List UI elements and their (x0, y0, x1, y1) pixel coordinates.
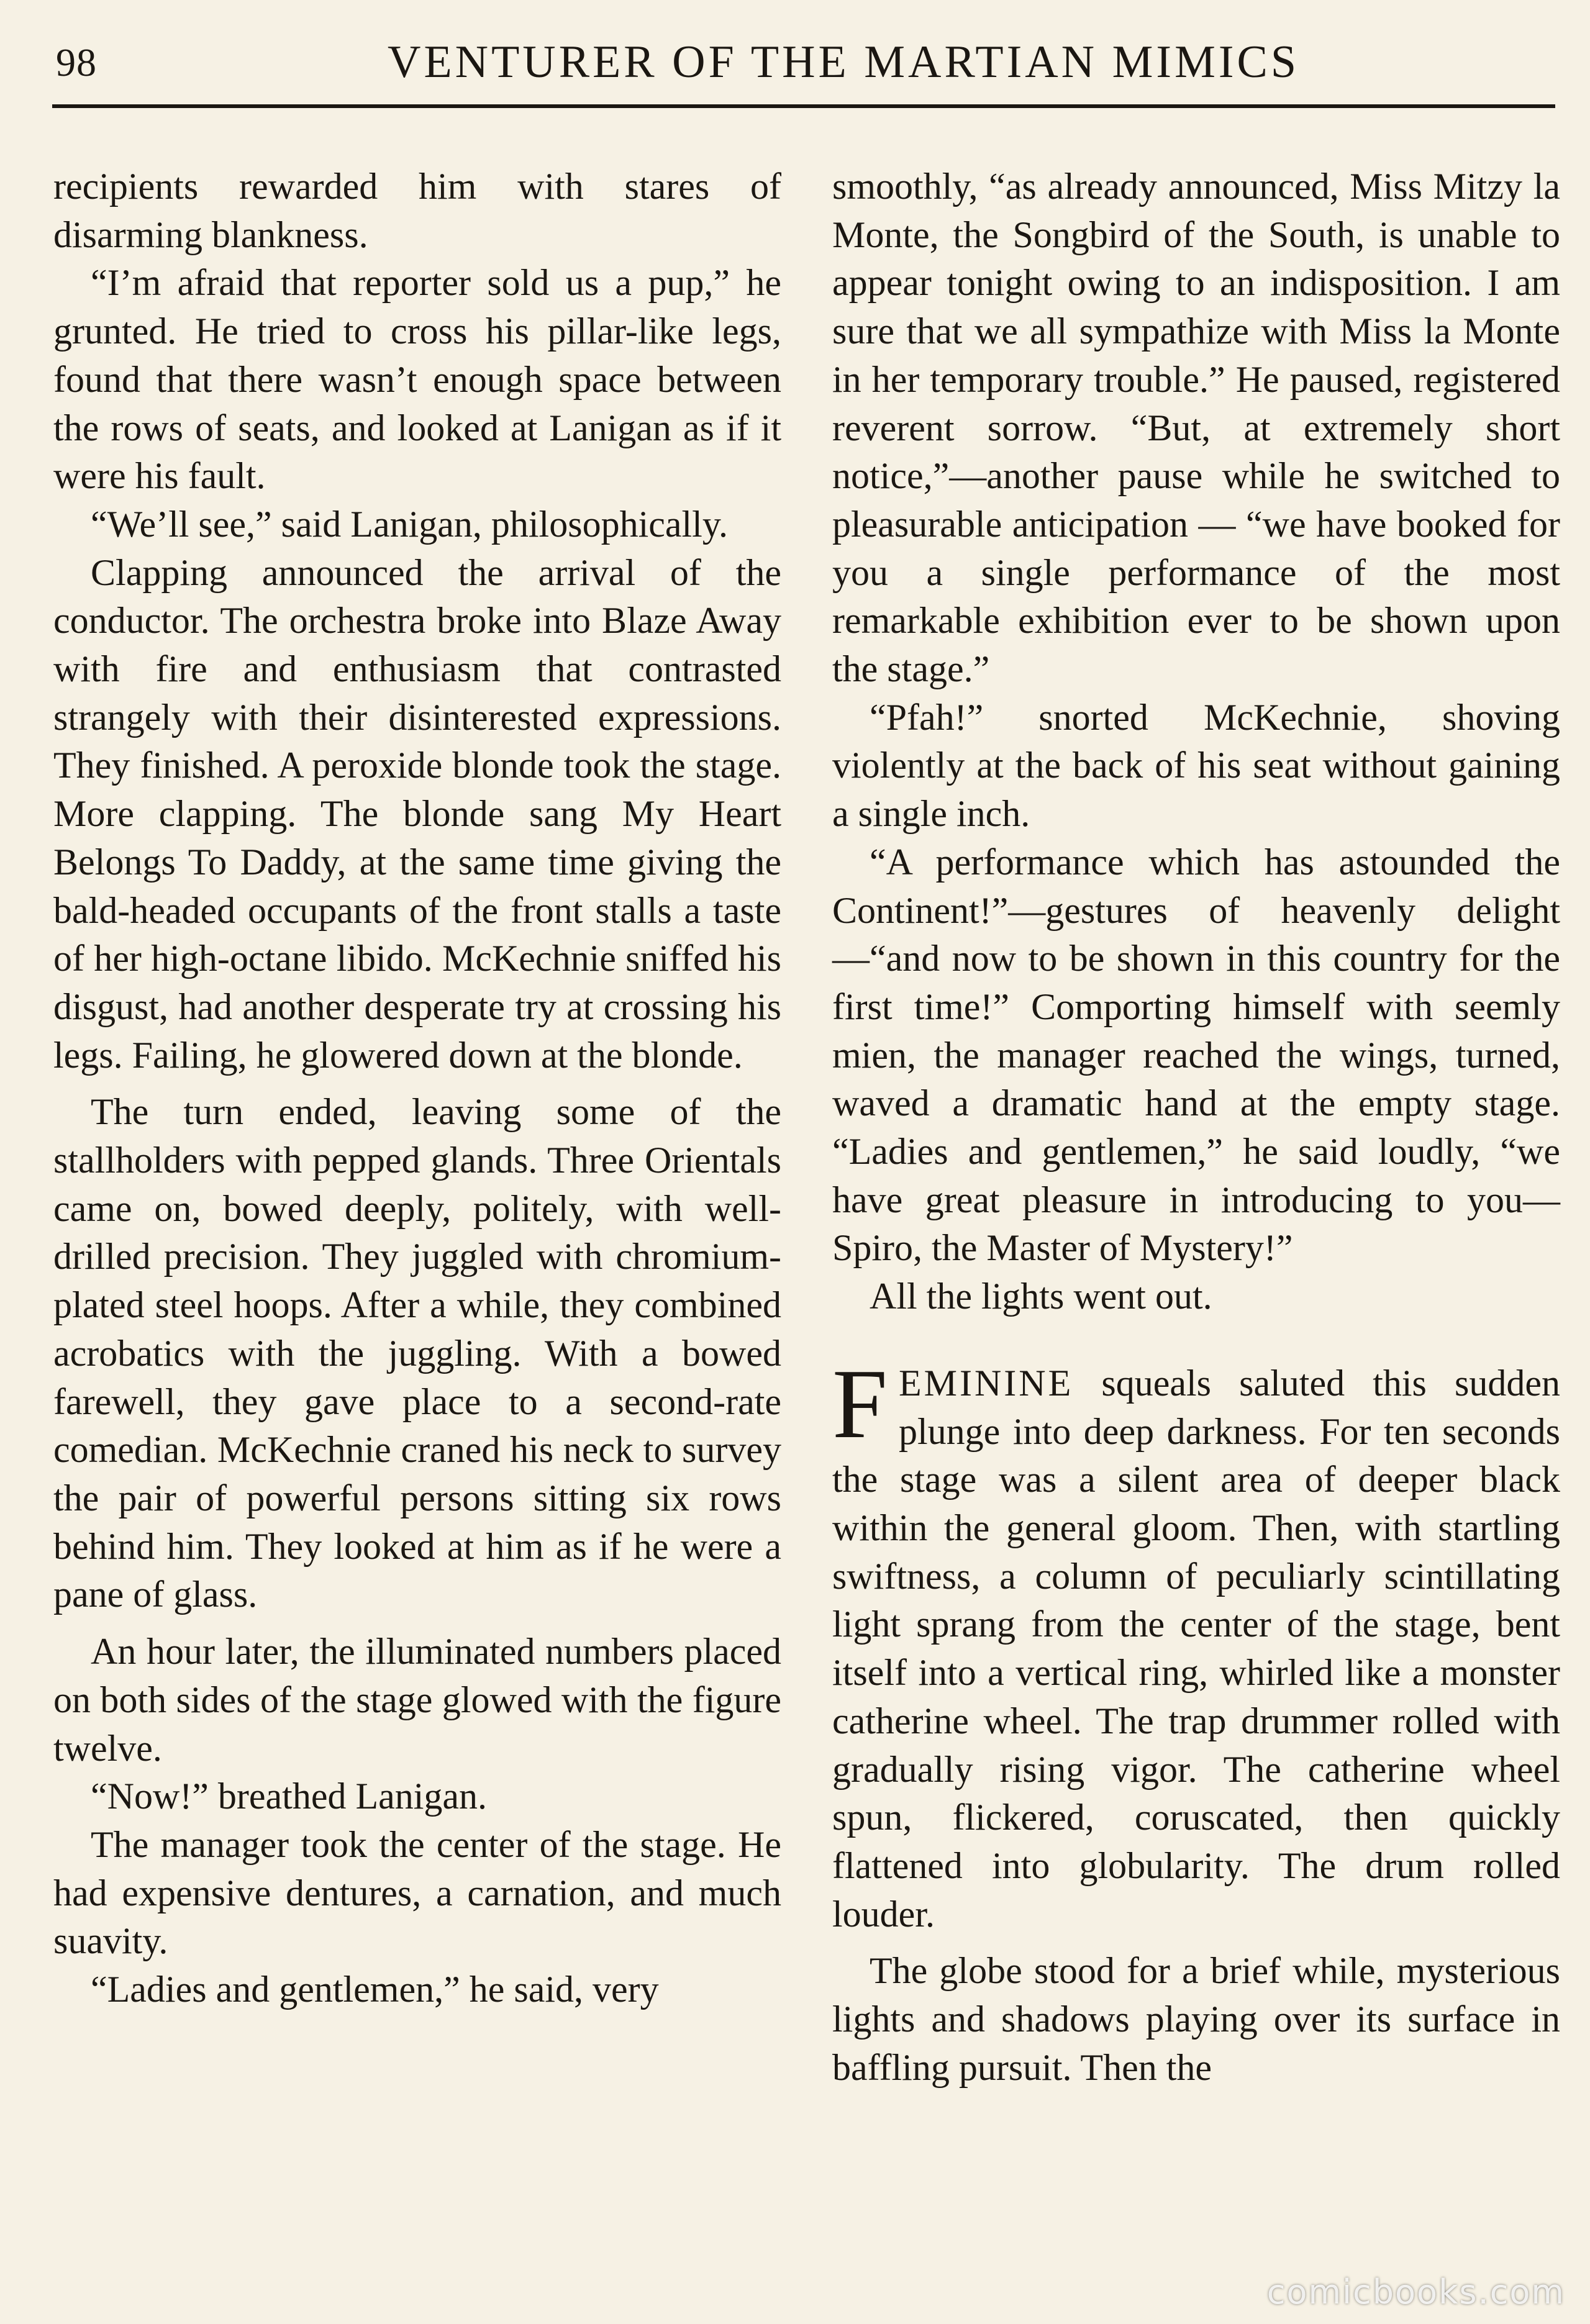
paragraph-text: “Ladies and gentlemen,” he said, very (91, 1969, 659, 2010)
page-header (52, 36, 1555, 108)
paragraph-text: The turn ended, leaving some of the stallholders with pepped glands. Three Orientals came on, bowed deeply, politely, with well-drilled precision. They juggled with chromium-plated steel hoops. After a while, they combined acrobatics with the juggling. With a bowed farewell, they gave place to a second-rate comedian. McKechnie craned his neck to survey the pair of powerful persons sitting six rows behind him. They looked at him as if he were a pane of glass. (53, 1091, 781, 1615)
left-column (53, 163, 781, 2299)
paragraph (832, 1348, 1560, 1938)
paragraph (832, 163, 1560, 694)
right-column (832, 163, 1560, 2299)
watermark: comicbooks.com (1266, 2272, 1565, 2312)
drop-cap: F (832, 1348, 888, 1459)
paragraph (832, 1273, 1560, 1321)
paragraph (53, 259, 781, 501)
paragraph (53, 549, 781, 1080)
paragraph-text: “A performance which has astounded the Continent!”—gestures of heavenly delight—“and now to be shown in this country for the first time!” Comporting himself with seemly mien, the manager reached the wings, turned, waved a dramatic hand at the empty stage. “Ladies and gentlemen,” he said loudly, “we have great pleasure in introducing to you—Spiro, the Master of Mystery!” (832, 841, 1560, 1269)
paragraph (832, 694, 1560, 838)
paragraph-text: “I’m afraid that reporter sold us a pup,” he grunted. He tried to cross his pillar-like legs, found that there wasn’t enough space between the rows of seats, and looked at Lanigan as if it were his fault. (53, 262, 781, 497)
paragraph (53, 501, 781, 549)
paragraph-text: The manager took the center of the stage. He had expensive dentures, a carnation, and much suavity. (53, 1823, 781, 1962)
paragraph (832, 1947, 1560, 2092)
paragraph-text: “We’ll see,” said Lanigan, philosophically. (91, 503, 728, 545)
paragraph (53, 1966, 781, 2014)
paragraph (53, 1628, 781, 1773)
paragraph (53, 1821, 781, 1966)
paragraph (53, 1088, 781, 1619)
paragraph-text: “Now!” breathed Lanigan. (91, 1776, 488, 1817)
paragraph (832, 838, 1560, 1273)
paragraph (53, 1773, 781, 1821)
small-caps-lead: EMININE (898, 1362, 1074, 1404)
paragraph-text: “Pfah!” snorted McKechnie, shoving violently at the back of his seat without gaining a single inch. (832, 696, 1560, 835)
paragraph-text: recipients rewarded him with stares of disarming blankness. (53, 166, 781, 255)
running-title: VENTURER OF THE MARTIAN MIMICS (388, 37, 1300, 88)
page-number: 98 (56, 40, 97, 84)
paragraph-text: smoothly, “as already announced, Miss Mitzy la Monte, the Songbird of the South, is unable to appear tonight owing to an indisposition. I am sure that we all sympathize with Miss la Monte in her temporary trouble.” He paused, registered reverent sorrow. “But, at extremely short notice,”—another pause while he switched to pleasurable anticipation — “we have booked for you a single performance of the most remarkable exhibition ever to be shown upon the stage.” (832, 166, 1560, 690)
paragraph-text: squeals saluted this sudden plunge into deep darkness. For ten seconds the stage was a silent area of deeper black within the general gloom. Then, with startling swiftness, a column of peculiarly scintillating light sprang from the center of the stage, bent itself into a vertical ring, whirled like a monster catherine wheel. The trap drummer rolled with gradually rising vigor. The catherine wheel spun, flickered, coruscated, then quickly flattened into globularity. The drum rolled louder. (832, 1362, 1560, 1935)
paragraph (53, 163, 781, 259)
paragraph-text: An hour later, the illuminated numbers placed on both sides of the stage glowed with the figure twelve. (53, 1631, 781, 1769)
paragraph-text: The globe stood for a brief while, mysterious lights and shadows playing over its surface in baffling pursuit. Then the (832, 1950, 1560, 2088)
paragraph-text: All the lights went out. (870, 1276, 1212, 1317)
paragraph-text: Clapping announced the arrival of the conductor. The orchestra broke into Blaze Away with fire and enthusiasm that contrasted strangely with their disinterested expressions. They finished. A peroxide blonde took the stage. More clapping. The blonde sang My Heart Belongs To Daddy, at the same time giving the bald-headed occupants of the front stalls a taste of her high-octane libido. McKechnie sniffed his disgust, had another desperate try at crossing his legs. Failing, he glowered down at the blonde. (53, 551, 781, 1076)
